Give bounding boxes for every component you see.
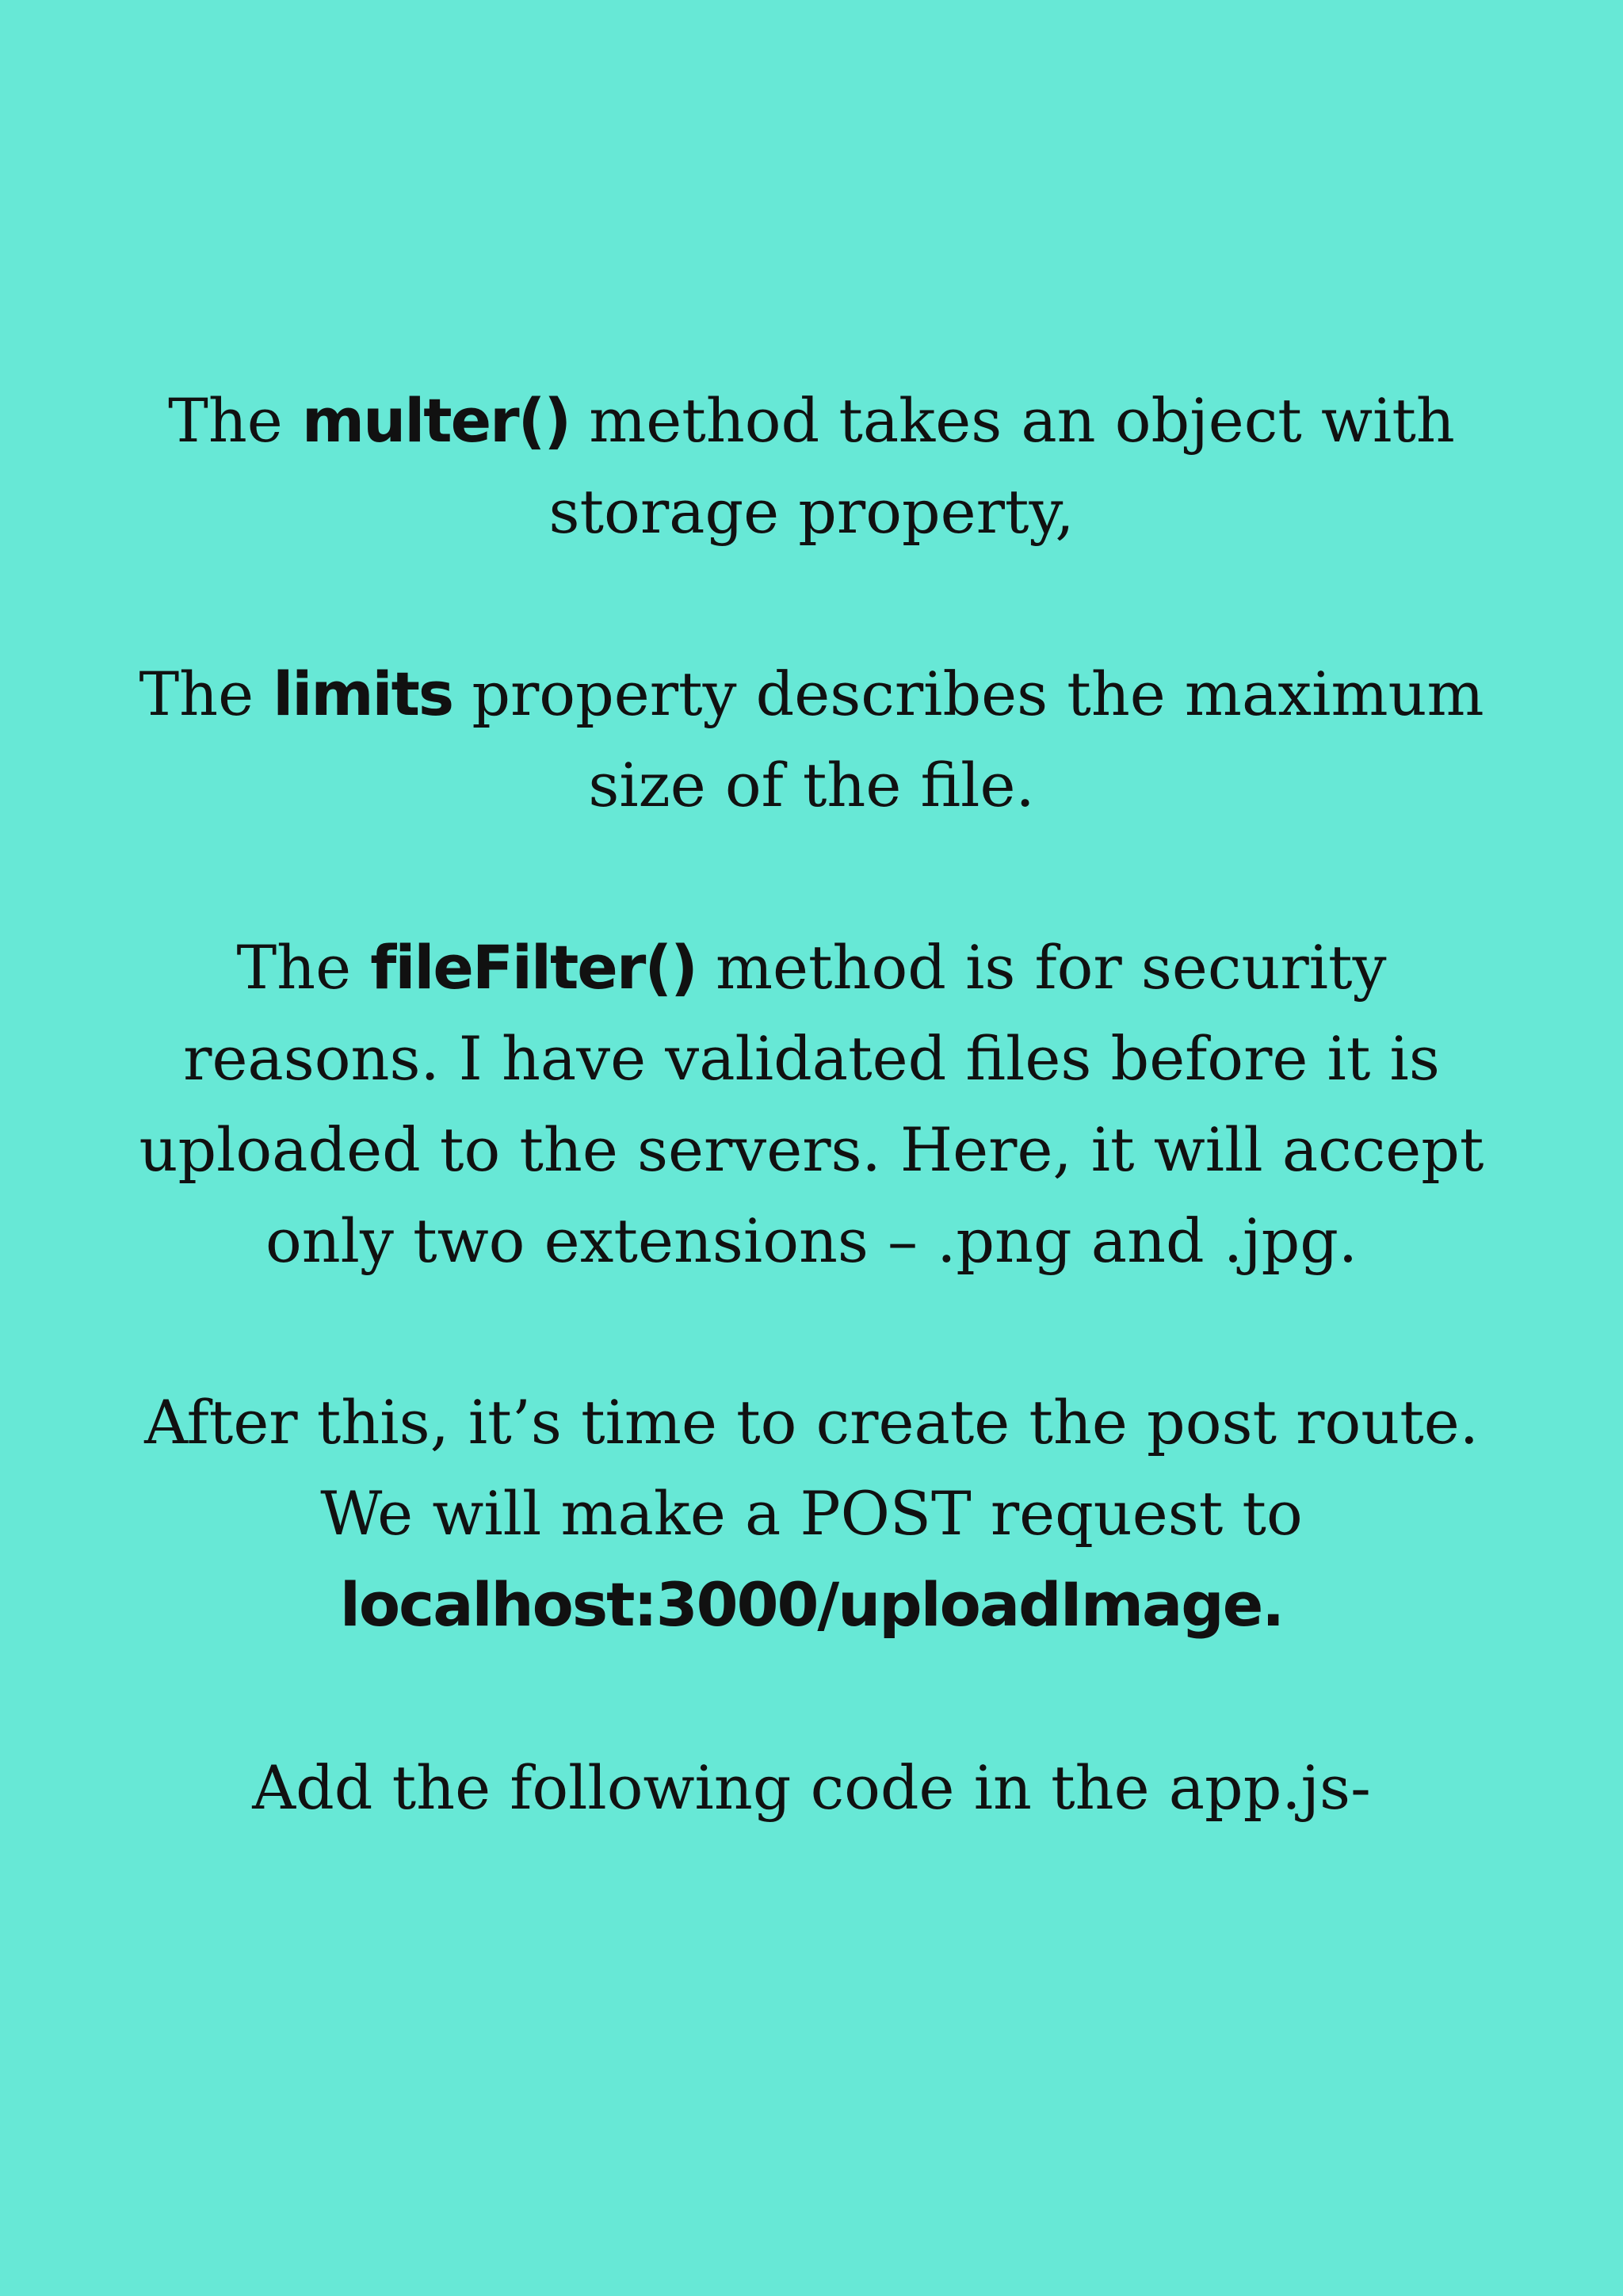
text-segment: method is for security xyxy=(696,932,1387,1003)
text-segment: property describes the maximum xyxy=(453,659,1484,729)
paragraph-line: only two extensions – .png and .jpg. xyxy=(265,1205,1358,1276)
paragraph-multer xyxy=(127,375,1496,557)
paragraph-filefilter xyxy=(127,922,1496,1286)
text-segment: The xyxy=(168,385,302,456)
text-segment: method takes an object with xyxy=(570,385,1455,456)
paragraph-line: We will make a POST request to xyxy=(320,1478,1303,1549)
paragraph-line: uploaded to the servers. Here, it will accept xyxy=(139,1114,1484,1185)
bold-term-multer: multer() xyxy=(301,385,571,456)
text-segment: The xyxy=(139,659,273,729)
paragraph-line xyxy=(127,375,1496,466)
bold-term-limits: limits xyxy=(273,659,453,729)
paragraph-line: size of the file. xyxy=(588,750,1035,820)
bold-url: localhost:3000/uploadImage. xyxy=(339,1569,1284,1640)
paragraph-line: After this, it’s time to create the post route. xyxy=(144,1387,1479,1457)
paragraph-line xyxy=(127,922,1496,1013)
paragraph-post-route xyxy=(127,1377,1496,1650)
paragraph-line: Add the following code in the app.js- xyxy=(252,1752,1371,1823)
paragraph-line: reasons. I have validated files before it is xyxy=(183,1023,1440,1094)
paragraph-limits xyxy=(127,648,1496,831)
paragraph-add-code xyxy=(127,1742,1496,1833)
text-segment: The xyxy=(236,932,371,1003)
paragraph-line xyxy=(127,648,1496,739)
bold-term-filefilter: fileFilter() xyxy=(370,932,697,1003)
paragraph-line: storage property, xyxy=(548,476,1075,547)
